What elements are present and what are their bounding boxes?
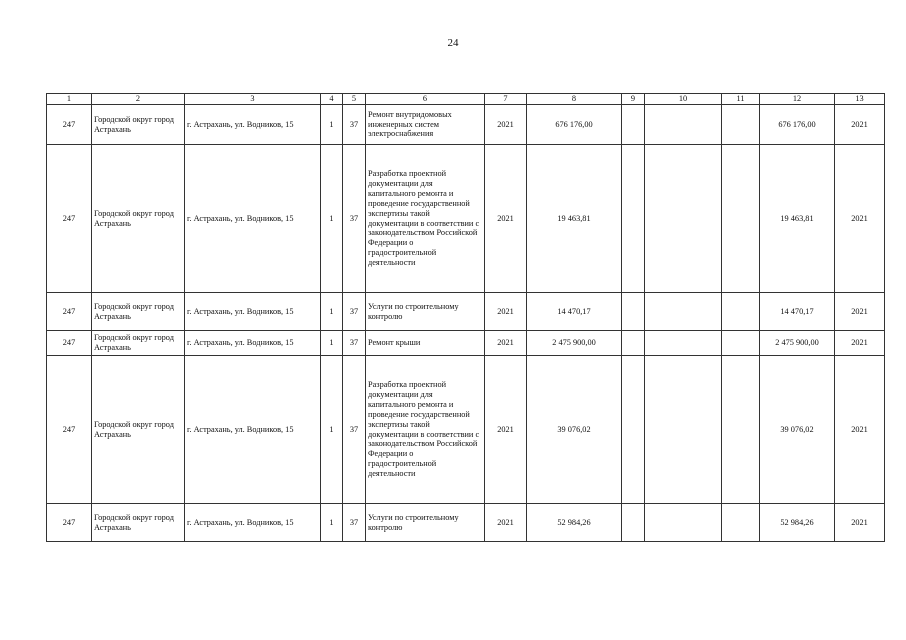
address-cell: г. Астрахань, ул. Водников, 15 bbox=[185, 356, 321, 504]
cost-cell: 39 076,02 bbox=[527, 356, 622, 504]
column-header: 5 bbox=[343, 94, 366, 105]
column-header: 6 bbox=[366, 94, 485, 105]
column-header: 10 bbox=[645, 94, 722, 105]
column-11-cell bbox=[722, 105, 760, 145]
column-5-cell: 37 bbox=[343, 105, 366, 145]
year-cell: 2021 bbox=[485, 504, 527, 542]
work-type-cell: Разработка проектной документации для капитального ремонта и проведение государственной экспертизы такой документации в соответствии с законодательством Российской Федерации о градостроительной деятельности bbox=[366, 145, 485, 293]
column-10-cell bbox=[645, 504, 722, 542]
district-cell: Городской округ город Астрахань bbox=[92, 504, 185, 542]
completion-year-cell: 2021 bbox=[835, 331, 885, 356]
row-number-cell: 247 bbox=[47, 293, 92, 331]
row-number-cell: 247 bbox=[47, 331, 92, 356]
column-10-cell bbox=[645, 105, 722, 145]
column-9-cell bbox=[622, 356, 645, 504]
column-header: 2 bbox=[92, 94, 185, 105]
row-number-cell: 247 bbox=[47, 145, 92, 293]
column-10-cell bbox=[645, 145, 722, 293]
year-cell: 2021 bbox=[485, 356, 527, 504]
column-9-cell bbox=[622, 293, 645, 331]
column-10-cell bbox=[645, 293, 722, 331]
year-cell: 2021 bbox=[485, 293, 527, 331]
table-row bbox=[47, 356, 885, 504]
page-number: 24 bbox=[447, 37, 459, 49]
column-11-cell bbox=[722, 145, 760, 293]
district-cell: Городской округ город Астрахань bbox=[92, 105, 185, 145]
column-11-cell bbox=[722, 331, 760, 356]
cost-cell: 19 463,81 bbox=[527, 145, 622, 293]
cost-cell: 14 470,17 bbox=[527, 293, 622, 331]
column-11-cell bbox=[722, 293, 760, 331]
work-type-cell: Услуги по строительному контролю bbox=[366, 504, 485, 542]
completion-year-cell: 2021 bbox=[835, 504, 885, 542]
district-cell: Городской округ город Астрахань bbox=[92, 145, 185, 293]
column-number-header bbox=[47, 94, 885, 105]
total-cell: 19 463,81 bbox=[760, 145, 835, 293]
column-header: 4 bbox=[321, 94, 343, 105]
cost-cell: 52 984,26 bbox=[527, 504, 622, 542]
column-11-cell bbox=[722, 356, 760, 504]
column-5-cell: 37 bbox=[343, 356, 366, 504]
table-row bbox=[47, 504, 885, 542]
table-row bbox=[47, 145, 885, 293]
column-header: 8 bbox=[527, 94, 622, 105]
column-9-cell bbox=[622, 331, 645, 356]
column-5-cell: 37 bbox=[343, 145, 366, 293]
completion-year-cell: 2021 bbox=[835, 356, 885, 504]
column-5-cell: 37 bbox=[343, 293, 366, 331]
completion-year-cell: 2021 bbox=[835, 293, 885, 331]
district-cell: Городской округ город Астрахань bbox=[92, 293, 185, 331]
total-cell: 52 984,26 bbox=[760, 504, 835, 542]
column-header: 9 bbox=[622, 94, 645, 105]
column-9-cell bbox=[622, 105, 645, 145]
row-number-cell: 247 bbox=[47, 504, 92, 542]
column-10-cell bbox=[645, 331, 722, 356]
completion-year-cell: 2021 bbox=[835, 105, 885, 145]
total-cell: 676 176,00 bbox=[760, 105, 835, 145]
address-cell: г. Астрахань, ул. Водников, 15 bbox=[185, 145, 321, 293]
column-header: 1 bbox=[47, 94, 92, 105]
address-cell: г. Астрахань, ул. Водников, 15 bbox=[185, 331, 321, 356]
total-cell: 2 475 900,00 bbox=[760, 331, 835, 356]
column-header: 13 bbox=[835, 94, 885, 105]
column-4-cell: 1 bbox=[321, 504, 343, 542]
column-11-cell bbox=[722, 504, 760, 542]
column-header: 11 bbox=[722, 94, 760, 105]
table-row bbox=[47, 293, 885, 331]
year-cell: 2021 bbox=[485, 331, 527, 356]
repair-program-table bbox=[46, 93, 885, 542]
column-4-cell: 1 bbox=[321, 293, 343, 331]
column-4-cell: 1 bbox=[321, 105, 343, 145]
district-cell: Городской округ город Астрахань bbox=[92, 331, 185, 356]
address-cell: г. Астрахань, ул. Водников, 15 bbox=[185, 293, 321, 331]
work-type-cell: Услуги по строительному контролю bbox=[366, 293, 485, 331]
completion-year-cell: 2021 bbox=[835, 145, 885, 293]
row-number-cell: 247 bbox=[47, 356, 92, 504]
column-4-cell: 1 bbox=[321, 331, 343, 356]
column-5-cell: 37 bbox=[343, 504, 366, 542]
column-header: 3 bbox=[185, 94, 321, 105]
address-cell: г. Астрахань, ул. Водников, 15 bbox=[185, 504, 321, 542]
cost-cell: 676 176,00 bbox=[527, 105, 622, 145]
work-type-cell: Разработка проектной документации для капитального ремонта и проведение государственной экспертизы такой документации в соответствии с законодательством Российской Федерации о градостроительной деятельности bbox=[366, 356, 485, 504]
column-10-cell bbox=[645, 356, 722, 504]
column-4-cell: 1 bbox=[321, 145, 343, 293]
year-cell: 2021 bbox=[485, 145, 527, 293]
year-cell: 2021 bbox=[485, 105, 527, 145]
column-header: 12 bbox=[760, 94, 835, 105]
cost-cell: 2 475 900,00 bbox=[527, 331, 622, 356]
total-cell: 39 076,02 bbox=[760, 356, 835, 504]
column-9-cell bbox=[622, 145, 645, 293]
table-row bbox=[47, 331, 885, 356]
address-cell: г. Астрахань, ул. Водников, 15 bbox=[185, 105, 321, 145]
work-type-cell: Ремонт крыши bbox=[366, 331, 485, 356]
column-9-cell bbox=[622, 504, 645, 542]
column-header: 7 bbox=[485, 94, 527, 105]
table-row bbox=[47, 105, 885, 145]
district-cell: Городской округ город Астрахань bbox=[92, 356, 185, 504]
total-cell: 14 470,17 bbox=[760, 293, 835, 331]
row-number-cell: 247 bbox=[47, 105, 92, 145]
column-4-cell: 1 bbox=[321, 356, 343, 504]
column-5-cell: 37 bbox=[343, 331, 366, 356]
work-type-cell: Ремонт внутридомовых инженерных систем электроснабжения bbox=[366, 105, 485, 145]
